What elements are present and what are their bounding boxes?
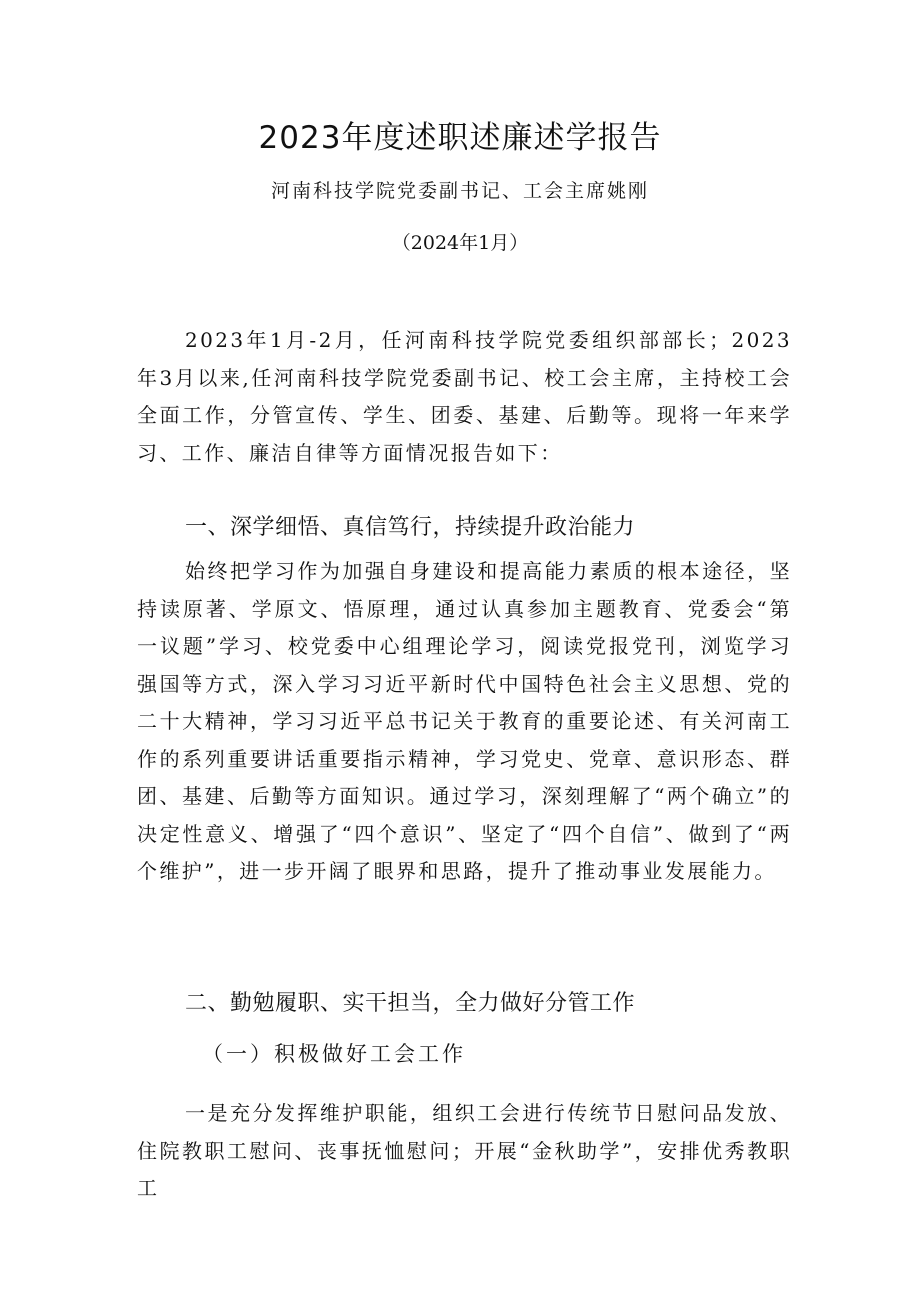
intro-paragraph: 2023年1月-2月，任河南科技学院党委组织部部长；2023年3月以来,任河南科技学院党委副书记、校工会主席，主持校工会全面工作，分管宣传、学生、团委、基建、后勤等。现将一年来学习、工作、廉洁自律等方面情况报告如下： [137, 328, 792, 465]
report-date: （2024年1月） [391, 232, 529, 254]
document-title: 2023年度述职述廉述学报告 [258, 120, 662, 156]
subsection-1-paragraph: 一是充分发挥维护职能，组织工会进行传统节日慰问品发放、住院教职工慰问、丧事抚恤慰问；开展“金秋助学”，安排优秀教职工 [137, 1101, 792, 1200]
subsection-1-heading: （一）积极做好工会工作 [202, 1042, 466, 1066]
author-line: 河南科技学院党委副书记、工会主席姚刚 [270, 180, 649, 202]
section-1-heading: 一、深学细悟、真信笃行，持续提升政治能力 [185, 515, 636, 540]
section-1-paragraph: 始终把学习作为加强自身建设和提高能力素质的根本途径，坚持读原著、学原文、悟原理，通过认真参加主题教育、党委会“第一议题”学习、校党委中心组理论学习，阅读党报党刊，浏览学习强国等方式，深入学习习近平新时代中国特色社会主义思想、党的二十大精神，学习习近平总书记关于教育的重要论述、有关河南工作的系列重要讲话重要指示精神，学习党史、党章、意识形态、群团、基建、后勤等方面知识。通过学习，深刻理解了“两个确立”的决定性意义、增强了“四个意识”、坚定了“四个自信”、做到了“两个维护”，进一步开阔了眼界和思路，提升了推动事业发展能力。 [137, 559, 792, 883]
section-2-heading: 二、勤勉履职、实干担当，全力做好分管工作 [185, 991, 636, 1016]
